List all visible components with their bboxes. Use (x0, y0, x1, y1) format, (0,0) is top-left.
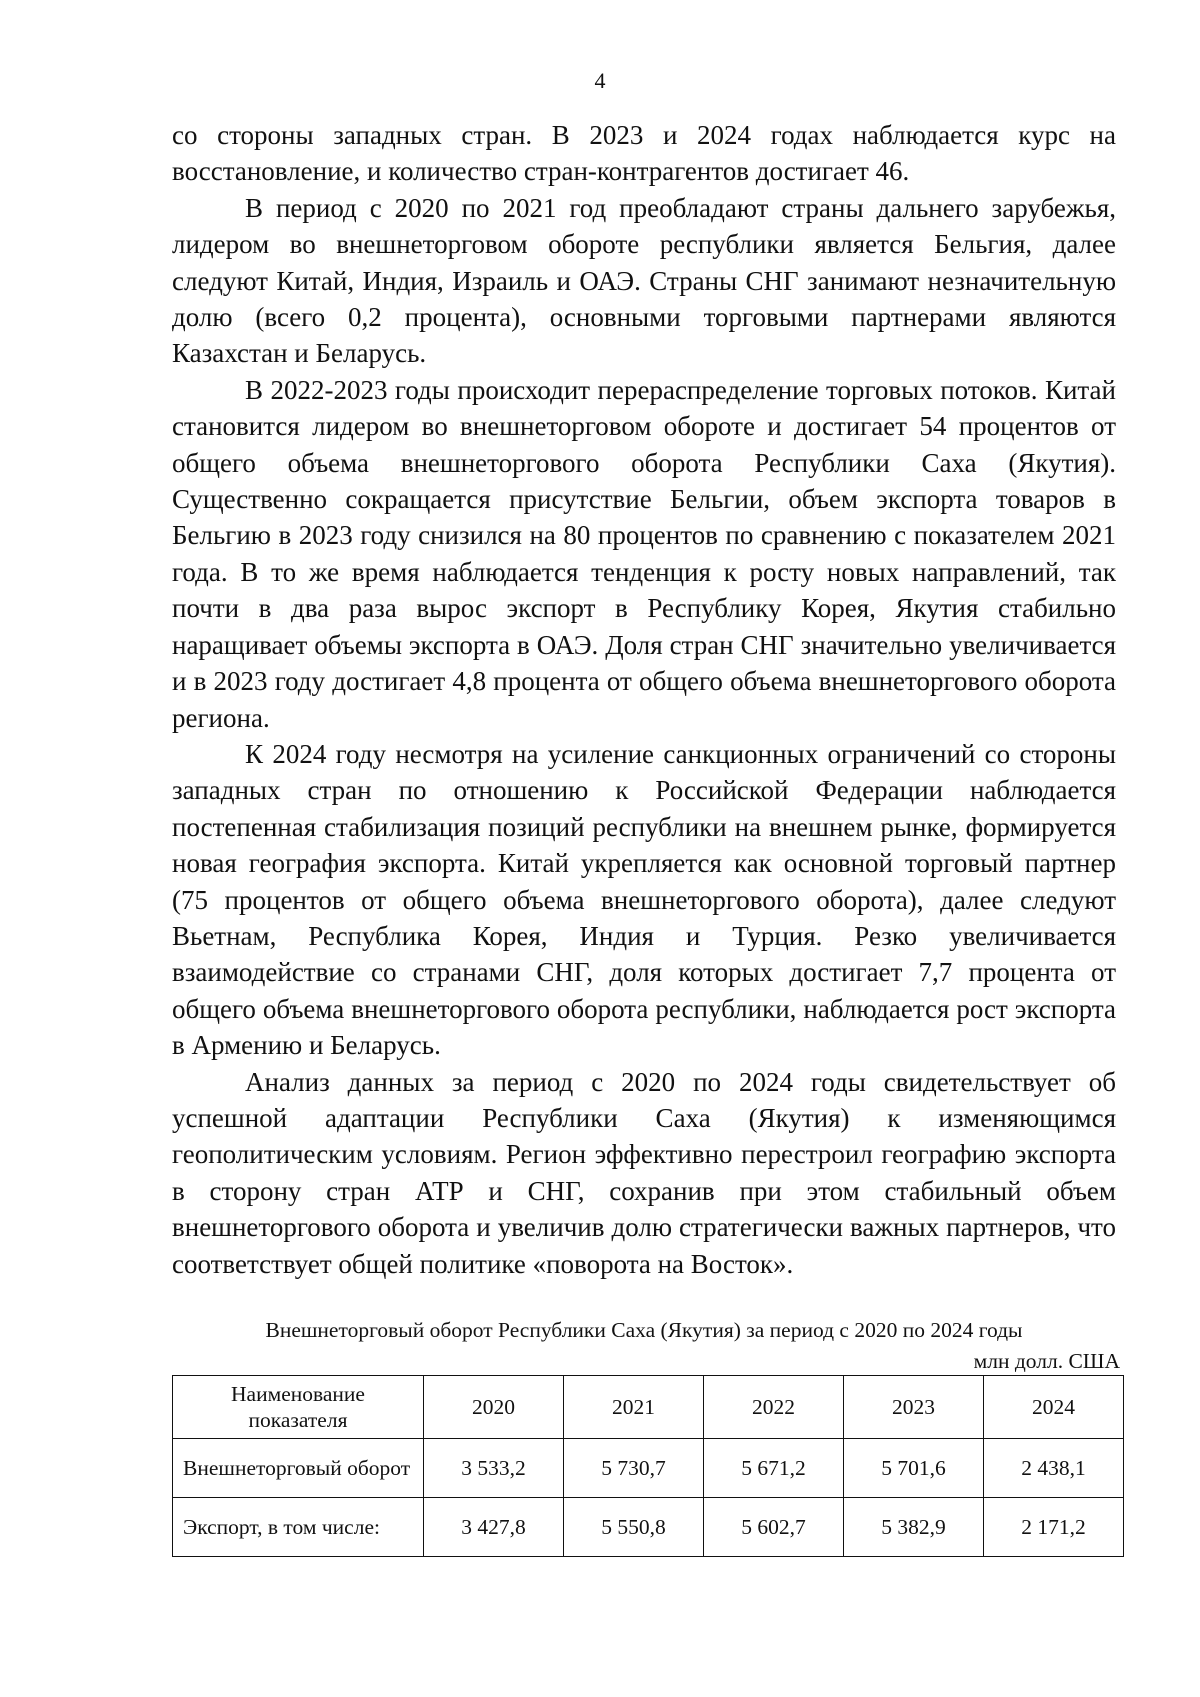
table-cell: 5 701,6 (844, 1439, 984, 1498)
page-number: 4 (594, 68, 606, 93)
table-units: млн долл. США (973, 1349, 1120, 1373)
table-cell: 3 533,2 (424, 1439, 564, 1498)
header-2022: 2022 (704, 1376, 844, 1439)
paragraph-conclusion: Анализ данных за период с 2020 по 2024 годы свидетельствует об успешной адаптации Республики Саха (Якутия) к изменяющимся геополитическим условиям. Регион эффективно перестроил географию экспорта в сторону стран АТР и СНГ, сохранив при этом стабильный объем внешнеторгового оборота и увеличив долю стратегически важных партнеров, что соответствует общей политике «поворота на Восток». (172, 1066, 1116, 1279)
table-cell: 5 671,2 (704, 1439, 844, 1498)
table-row (173, 1439, 1124, 1498)
header-2020: 2020 (424, 1376, 564, 1439)
table-cell: 5 550,8 (564, 1498, 704, 1557)
paragraph-2022-2023: В 2022-2023 годы происходит перераспределение торговых потоков. Китай становится лидером во внешнеторговом обороте и достигает 54 процентов от общего объема внешнеторгового оборота Республики Саха (Якутия). Существенно сокращается присутствие Бельгии, объем экспорта товаров в Бельгию в 2023 году снизился на 80 процентов по сравнению с показателем 2021 года. В то же время наблюдается тенденция к росту новых направлений, так почти в два раза вырос экспорт в Республику Корея, Якутия стабильно наращивает объемы экспорта в ОАЭ. Доля стран СНГ значительно увеличивается и в 2023 году достигает 4,8 процента от общего объема внешнеторгового оборота региона. (172, 374, 1116, 733)
header-2021: 2021 (564, 1376, 704, 1439)
table-cell: 5 730,7 (564, 1439, 704, 1498)
row-label: Экспорт, в том числе: (173, 1498, 424, 1557)
body-text (172, 117, 1116, 1282)
table-cell: 2 438,1 (984, 1439, 1124, 1498)
trade-turnover-table (172, 1375, 1124, 1557)
row-label: Внешнеторговый оборот (173, 1439, 424, 1498)
header-indicator: Наименование показателя (173, 1376, 424, 1439)
paragraph-2020-2021: В период с 2020 по 2021 год преобладают страны дальнего зарубежья, лидером во внешнеторговом обороте республики является Бельгия, далее следуют Китай, Индия, Израиль и ОАЭ. Страны СНГ занимают незначительную долю (всего 0,2 процента), основными торговыми партнерами являются Казахстан и Беларусь. (172, 192, 1116, 369)
paragraph-continuation: со стороны западных стран. В 2023 и 2024 годах наблюдается курс на восстановление, и количество стран-контрагентов достигает 46. (172, 120, 1116, 187)
table-caption: Внешнеторговый оборот Республики Саха (Якутия) за период с 2020 по 2024 годы (265, 1318, 1023, 1342)
paragraph-2024: К 2024 году несмотря на усиление санкционных ограничений со стороны западных стран по отношению к Российской Федерации наблюдается постепенная стабилизация позиций республики на внешнем рынке, формируется новая география экспорта. Китай укрепляется как основной торговый партнер (75 процентов от общего объема внешнеторгового оборота), далее следуют Вьетнам, Республика Корея, Индия и Турция. Резко увеличивается взаимодействие со странами СНГ, доля которых достигает 7,7 процента от общего объема внешнеторгового оборота республики, наблюдается рост экспорта в Армению и Беларусь. (172, 738, 1116, 1061)
table-header-row (173, 1376, 1124, 1439)
table-cell: 2 171,2 (984, 1498, 1124, 1557)
header-2024: 2024 (984, 1376, 1124, 1439)
table-cell: 5 382,9 (844, 1498, 984, 1557)
table-row (173, 1498, 1124, 1557)
table-cell: 3 427,8 (424, 1498, 564, 1557)
header-2023: 2023 (844, 1376, 984, 1439)
table-cell: 5 602,7 (704, 1498, 844, 1557)
